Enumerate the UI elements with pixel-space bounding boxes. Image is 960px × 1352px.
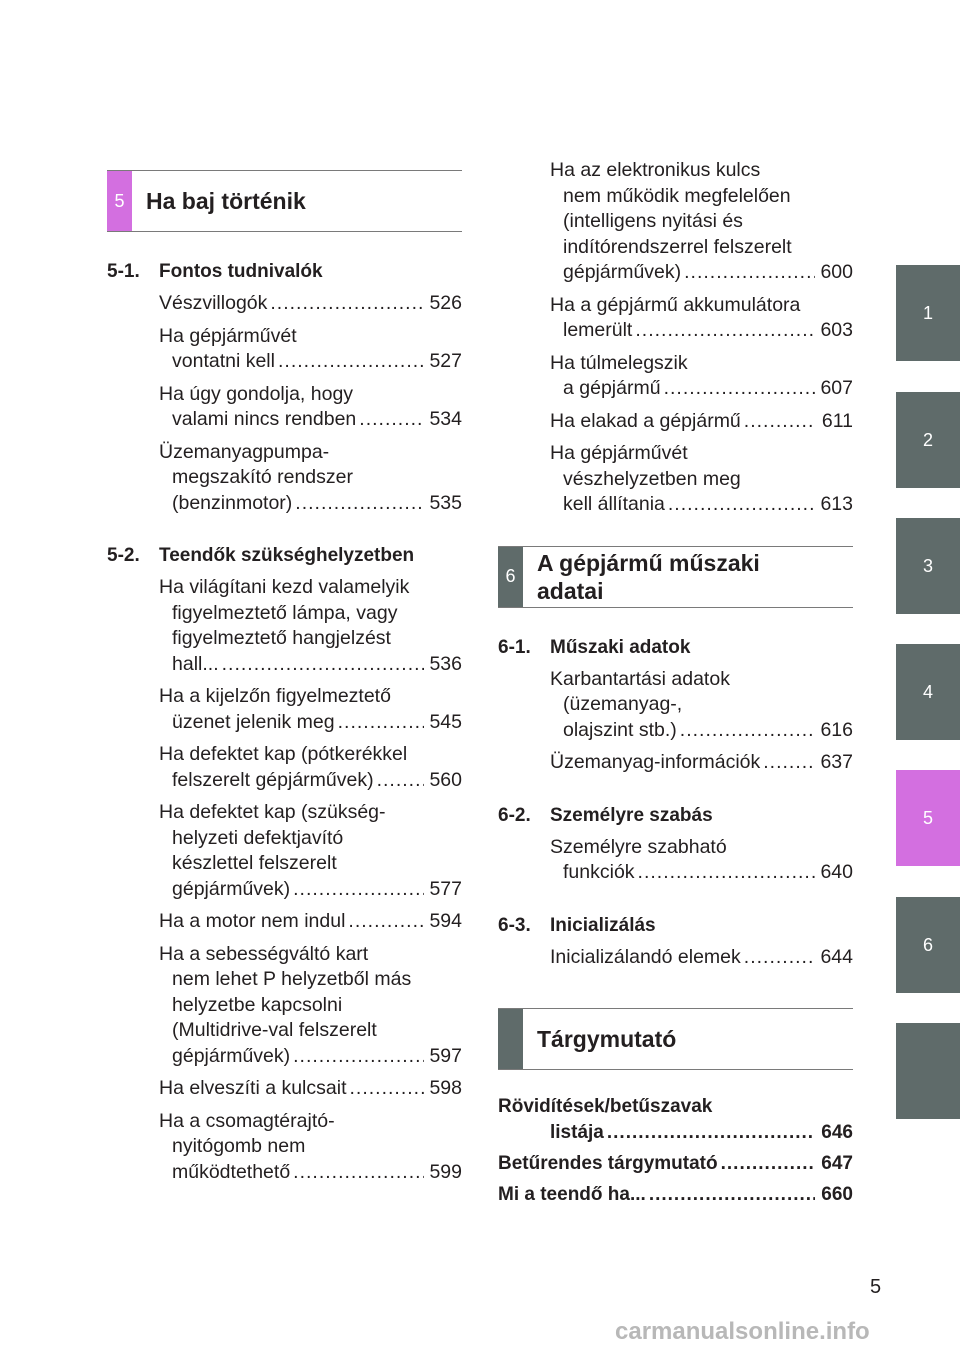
dot-leader xyxy=(741,945,815,971)
subsection-number: 6-1. xyxy=(498,636,531,658)
dot-leader xyxy=(760,750,815,776)
dot-leader xyxy=(347,1076,425,1102)
entry-last-line xyxy=(550,860,853,886)
dot-leader xyxy=(632,318,815,344)
dot-leader xyxy=(356,407,424,433)
entry-text: Karbantartási adatok xyxy=(550,667,730,690)
toc-entry[interactable] xyxy=(159,440,462,517)
entry-last-line xyxy=(498,1151,853,1177)
right-column xyxy=(498,158,853,1208)
chapter-tab-index[interactable] xyxy=(896,1023,960,1119)
subsection-heading[interactable] xyxy=(107,544,462,568)
continued-entries xyxy=(550,158,853,518)
page-ref: 637 xyxy=(820,751,853,773)
entry-text: Ha defektet kap (pótkerékkel xyxy=(159,743,408,765)
page-ref: 534 xyxy=(429,408,462,430)
entry-text: felszerelt gépjárművek) xyxy=(172,768,374,791)
entry-last-line xyxy=(159,768,462,794)
page-ref: 603 xyxy=(820,319,853,341)
entry-text: Betűrendes tárgymutató xyxy=(498,1153,718,1174)
page-ref: 616 xyxy=(820,718,853,741)
entry-text: Ha gépjárművét xyxy=(550,442,688,464)
section-header-index[interactable] xyxy=(498,1008,853,1070)
entry-last-line xyxy=(550,376,853,402)
toc-entry[interactable] xyxy=(159,684,462,735)
page-ref: 545 xyxy=(429,710,462,733)
toc-entry[interactable] xyxy=(550,351,853,402)
toc-entry[interactable] xyxy=(159,909,462,935)
toc-entry[interactable] xyxy=(550,667,853,744)
entry-text: gépjárművek) xyxy=(172,877,291,900)
page-ref: 535 xyxy=(429,491,462,514)
entry-text: Ha úgy gondolja, hogy xyxy=(159,382,354,405)
page-ref: 640 xyxy=(820,861,853,883)
subsection-heading[interactable] xyxy=(498,636,853,660)
entry-list xyxy=(550,667,853,776)
page-ref: 600 xyxy=(820,261,853,283)
entry-text: funkciók xyxy=(563,861,635,883)
entry-last-line xyxy=(498,1120,853,1146)
entry-last-line xyxy=(550,718,853,744)
subsection-number: 5-2. xyxy=(107,545,140,566)
toc-entry[interactable] xyxy=(550,409,853,435)
subsection-heading[interactable] xyxy=(498,804,853,828)
entry-last-line xyxy=(550,318,853,344)
entry-text: Üzemanyagpumpa- xyxy=(159,440,330,463)
entry-text: Üzemanyag-információk xyxy=(550,751,761,773)
entry-text: Ha gépjárművét xyxy=(159,324,297,347)
section-marker xyxy=(498,1009,523,1069)
toc-entry[interactable] xyxy=(550,835,853,886)
index-entry[interactable] xyxy=(498,1151,853,1177)
entry-text: (benzinmotor) xyxy=(172,491,293,514)
dot-leader xyxy=(646,1182,815,1208)
entry-list xyxy=(159,575,462,1185)
entry-text: indítórendszerrel felszerelt xyxy=(563,235,792,258)
toc-entry[interactable] xyxy=(550,750,853,776)
page-ref: 598 xyxy=(429,1077,462,1099)
entry-text: gépjárművek) xyxy=(172,1044,291,1067)
entry-text: Ha világítani kezd valamelyik xyxy=(159,576,410,598)
watermark: carmanualsonline.info xyxy=(615,1318,870,1345)
dot-leader xyxy=(290,1160,424,1186)
entry-list xyxy=(159,291,462,516)
entry-text: (Multidrive-val felszerelt xyxy=(172,1019,377,1041)
entry-text: Rövidítések/betűszavak xyxy=(498,1096,713,1117)
toc-entry[interactable] xyxy=(159,575,462,677)
chapter-tab-1[interactable]: 1 xyxy=(896,265,960,361)
subsection-5-2 xyxy=(107,544,462,1185)
entry-text: Ha a kijelzőn figyelmeztető xyxy=(159,685,391,707)
dot-leader xyxy=(290,877,424,903)
entry-text: valami nincs rendben xyxy=(172,408,357,430)
subsection-number: 6-2. xyxy=(498,804,531,826)
chapter-tab-5[interactable]: 5 xyxy=(896,770,960,866)
subsection-6-2 xyxy=(498,804,853,886)
entry-last-line xyxy=(550,260,853,286)
section-number-5: 5 xyxy=(107,171,132,231)
page-ref: 611 xyxy=(821,409,853,432)
section-title: Ha baj történik xyxy=(146,188,306,214)
page-ref: 560 xyxy=(429,768,462,791)
entry-text: nem lehet P helyzetből más xyxy=(172,968,412,990)
page-ref: 536 xyxy=(429,652,462,675)
section-header-5[interactable] xyxy=(107,170,462,232)
index-entries xyxy=(498,1094,853,1208)
entry-text: nem működik megfelelően xyxy=(563,184,791,207)
entry-text: hall... xyxy=(172,652,219,675)
entry-text: Ha defektet kap (szükség- xyxy=(159,801,386,823)
toc-entry[interactable] xyxy=(159,1076,462,1102)
dot-leader xyxy=(604,1120,815,1146)
entry-text: kell állítania xyxy=(563,493,665,515)
entry-text: készlettel felszerelt xyxy=(172,852,337,874)
page-ref: 527 xyxy=(429,350,462,372)
toc-entry[interactable] xyxy=(550,293,853,344)
entry-text: Ha a csomagtérajtó- xyxy=(159,1109,335,1132)
entry-text: figyelmeztető lámpa, vagy xyxy=(172,601,398,624)
entry-text: olajszint stb.) xyxy=(563,718,677,741)
entry-last-line xyxy=(159,407,462,433)
section-title-line: A gépjármű műszaki xyxy=(537,549,760,576)
entry-list xyxy=(550,835,853,886)
entry-text: Személyre szabható xyxy=(550,835,727,858)
dot-leader xyxy=(374,768,424,794)
toc-entry[interactable] xyxy=(159,800,462,902)
subsection-6-1 xyxy=(498,636,853,776)
entry-text: figyelmeztető hangjelzést xyxy=(172,627,391,649)
dot-leader xyxy=(635,860,815,886)
entry-last-line xyxy=(159,1044,462,1070)
dot-leader xyxy=(292,491,424,517)
chapter-tab-2[interactable]: 2 xyxy=(896,392,960,488)
toc-entry[interactable] xyxy=(159,291,462,317)
dot-leader xyxy=(345,909,424,935)
section-header-6[interactable] xyxy=(498,546,853,608)
entry-text: működtethető xyxy=(172,1160,291,1183)
subsection-title: Fontos tudnivalók xyxy=(159,261,323,282)
entry-text: listája xyxy=(550,1122,604,1143)
toc-entry[interactable] xyxy=(159,324,462,375)
entry-list xyxy=(550,945,853,971)
section-title xyxy=(537,549,760,605)
entry-text: nyitógomb nem xyxy=(172,1135,306,1157)
dot-leader xyxy=(275,349,424,375)
toc-entry[interactable] xyxy=(550,945,853,971)
subsection-title: Teendők szükséghelyzetben xyxy=(159,545,415,566)
entry-last-line xyxy=(159,291,462,317)
entry-text: üzenet jelenik meg xyxy=(172,710,335,733)
entry-text: Ha az elektronikus kulcs xyxy=(550,159,761,181)
page-ref: 646 xyxy=(821,1122,853,1143)
entry-last-line xyxy=(159,652,462,678)
page-ref: 577 xyxy=(429,877,462,900)
subsection-title: Személyre szabás xyxy=(550,804,713,826)
entry-text: a gépjármű xyxy=(563,377,661,399)
entry-last-line xyxy=(498,1182,853,1208)
subsection-5-1 xyxy=(107,260,462,516)
page-ref: 526 xyxy=(429,292,462,314)
entry-text: (üzemanyag-, xyxy=(563,693,683,715)
dot-leader xyxy=(681,260,815,286)
entry-last-line xyxy=(159,349,462,375)
page-number: 5 xyxy=(870,1276,882,1298)
left-column xyxy=(107,170,462,1185)
toc-entry[interactable] xyxy=(550,158,853,286)
page-ref: 613 xyxy=(820,493,853,515)
entry-last-line xyxy=(159,1076,462,1102)
index-entry[interactable] xyxy=(498,1182,853,1208)
toc-entry[interactable] xyxy=(159,742,462,793)
entry-text: Ha túlmelegszik xyxy=(550,351,688,374)
entry-text: lemerült xyxy=(563,319,633,341)
page-ref: 597 xyxy=(429,1044,462,1067)
toc-entry[interactable] xyxy=(159,942,462,1070)
toc-entry[interactable] xyxy=(550,441,853,518)
dot-leader xyxy=(665,492,815,518)
entry-text: vészhelyzetben meg xyxy=(563,467,741,490)
page-ref: 660 xyxy=(821,1184,853,1205)
toc-entry[interactable] xyxy=(159,382,462,433)
entry-last-line xyxy=(550,409,853,435)
entry-text: Ha elakad a gépjármű xyxy=(550,409,741,432)
subsection-title: Inicializálás xyxy=(550,914,656,936)
subsection-heading[interactable] xyxy=(498,914,853,938)
subsection-6-3 xyxy=(498,914,853,971)
entry-text: Inicializálandó elemek xyxy=(550,945,741,968)
chapter-tab-4[interactable]: 4 xyxy=(896,644,960,740)
entry-last-line xyxy=(550,492,853,518)
subsection-number: 6-3. xyxy=(498,914,531,936)
entry-last-line xyxy=(159,909,462,935)
page-ref: 607 xyxy=(820,377,853,399)
subsection-title: Műszaki adatok xyxy=(550,636,691,658)
dot-leader xyxy=(661,376,815,402)
chapter-tab-6[interactable]: 6 xyxy=(896,897,960,993)
entry-text: Ha a motor nem indul xyxy=(159,910,346,932)
entry-text: Ha a sebességváltó kart xyxy=(159,942,369,965)
subsection-number: 5-1. xyxy=(107,261,140,282)
entry-text: Ha elveszíti a kulcsait xyxy=(159,1077,347,1099)
dot-leader xyxy=(335,710,424,736)
entry-last-line xyxy=(159,1160,462,1186)
section-title-line: adatai xyxy=(537,577,604,604)
entry-text: Ha a gépjármű akkumulátora xyxy=(550,293,801,316)
toc-entry[interactable] xyxy=(159,1109,462,1186)
dot-leader xyxy=(741,409,815,435)
entry-last-line xyxy=(159,877,462,903)
entry-last-line xyxy=(159,491,462,517)
section-number-6: 6 xyxy=(498,547,523,607)
dot-leader xyxy=(267,291,424,317)
entry-text: Vészvillogók xyxy=(159,292,268,314)
dot-leader xyxy=(677,718,815,744)
entry-text: vontatni kell xyxy=(172,350,275,372)
entry-last-line xyxy=(550,750,853,776)
dot-leader xyxy=(219,652,424,678)
subsection-heading[interactable] xyxy=(107,260,462,284)
dot-leader xyxy=(290,1044,424,1070)
entry-last-line xyxy=(550,945,853,971)
page-ref: 644 xyxy=(820,945,853,968)
entry-text: helyzeti defektjavító xyxy=(172,826,344,849)
entry-text: gépjárművek) xyxy=(563,261,682,283)
index-entry[interactable] xyxy=(498,1094,853,1146)
entry-last-line xyxy=(159,710,462,736)
chapter-tab-3[interactable]: 3 xyxy=(896,518,960,614)
page-ref: 599 xyxy=(429,1160,462,1183)
entry-text: Mi a teendő ha... xyxy=(498,1184,646,1205)
entry-text: (intelligens nyitási és xyxy=(563,210,743,232)
entry-text: helyzetbe kapcsolni xyxy=(172,993,343,1016)
dot-leader xyxy=(718,1151,815,1177)
page-ref: 594 xyxy=(429,910,462,932)
page-ref: 647 xyxy=(821,1153,853,1174)
section-title: Tárgymutató xyxy=(537,1026,677,1052)
entry-text: megszakító rendszer xyxy=(172,466,353,488)
